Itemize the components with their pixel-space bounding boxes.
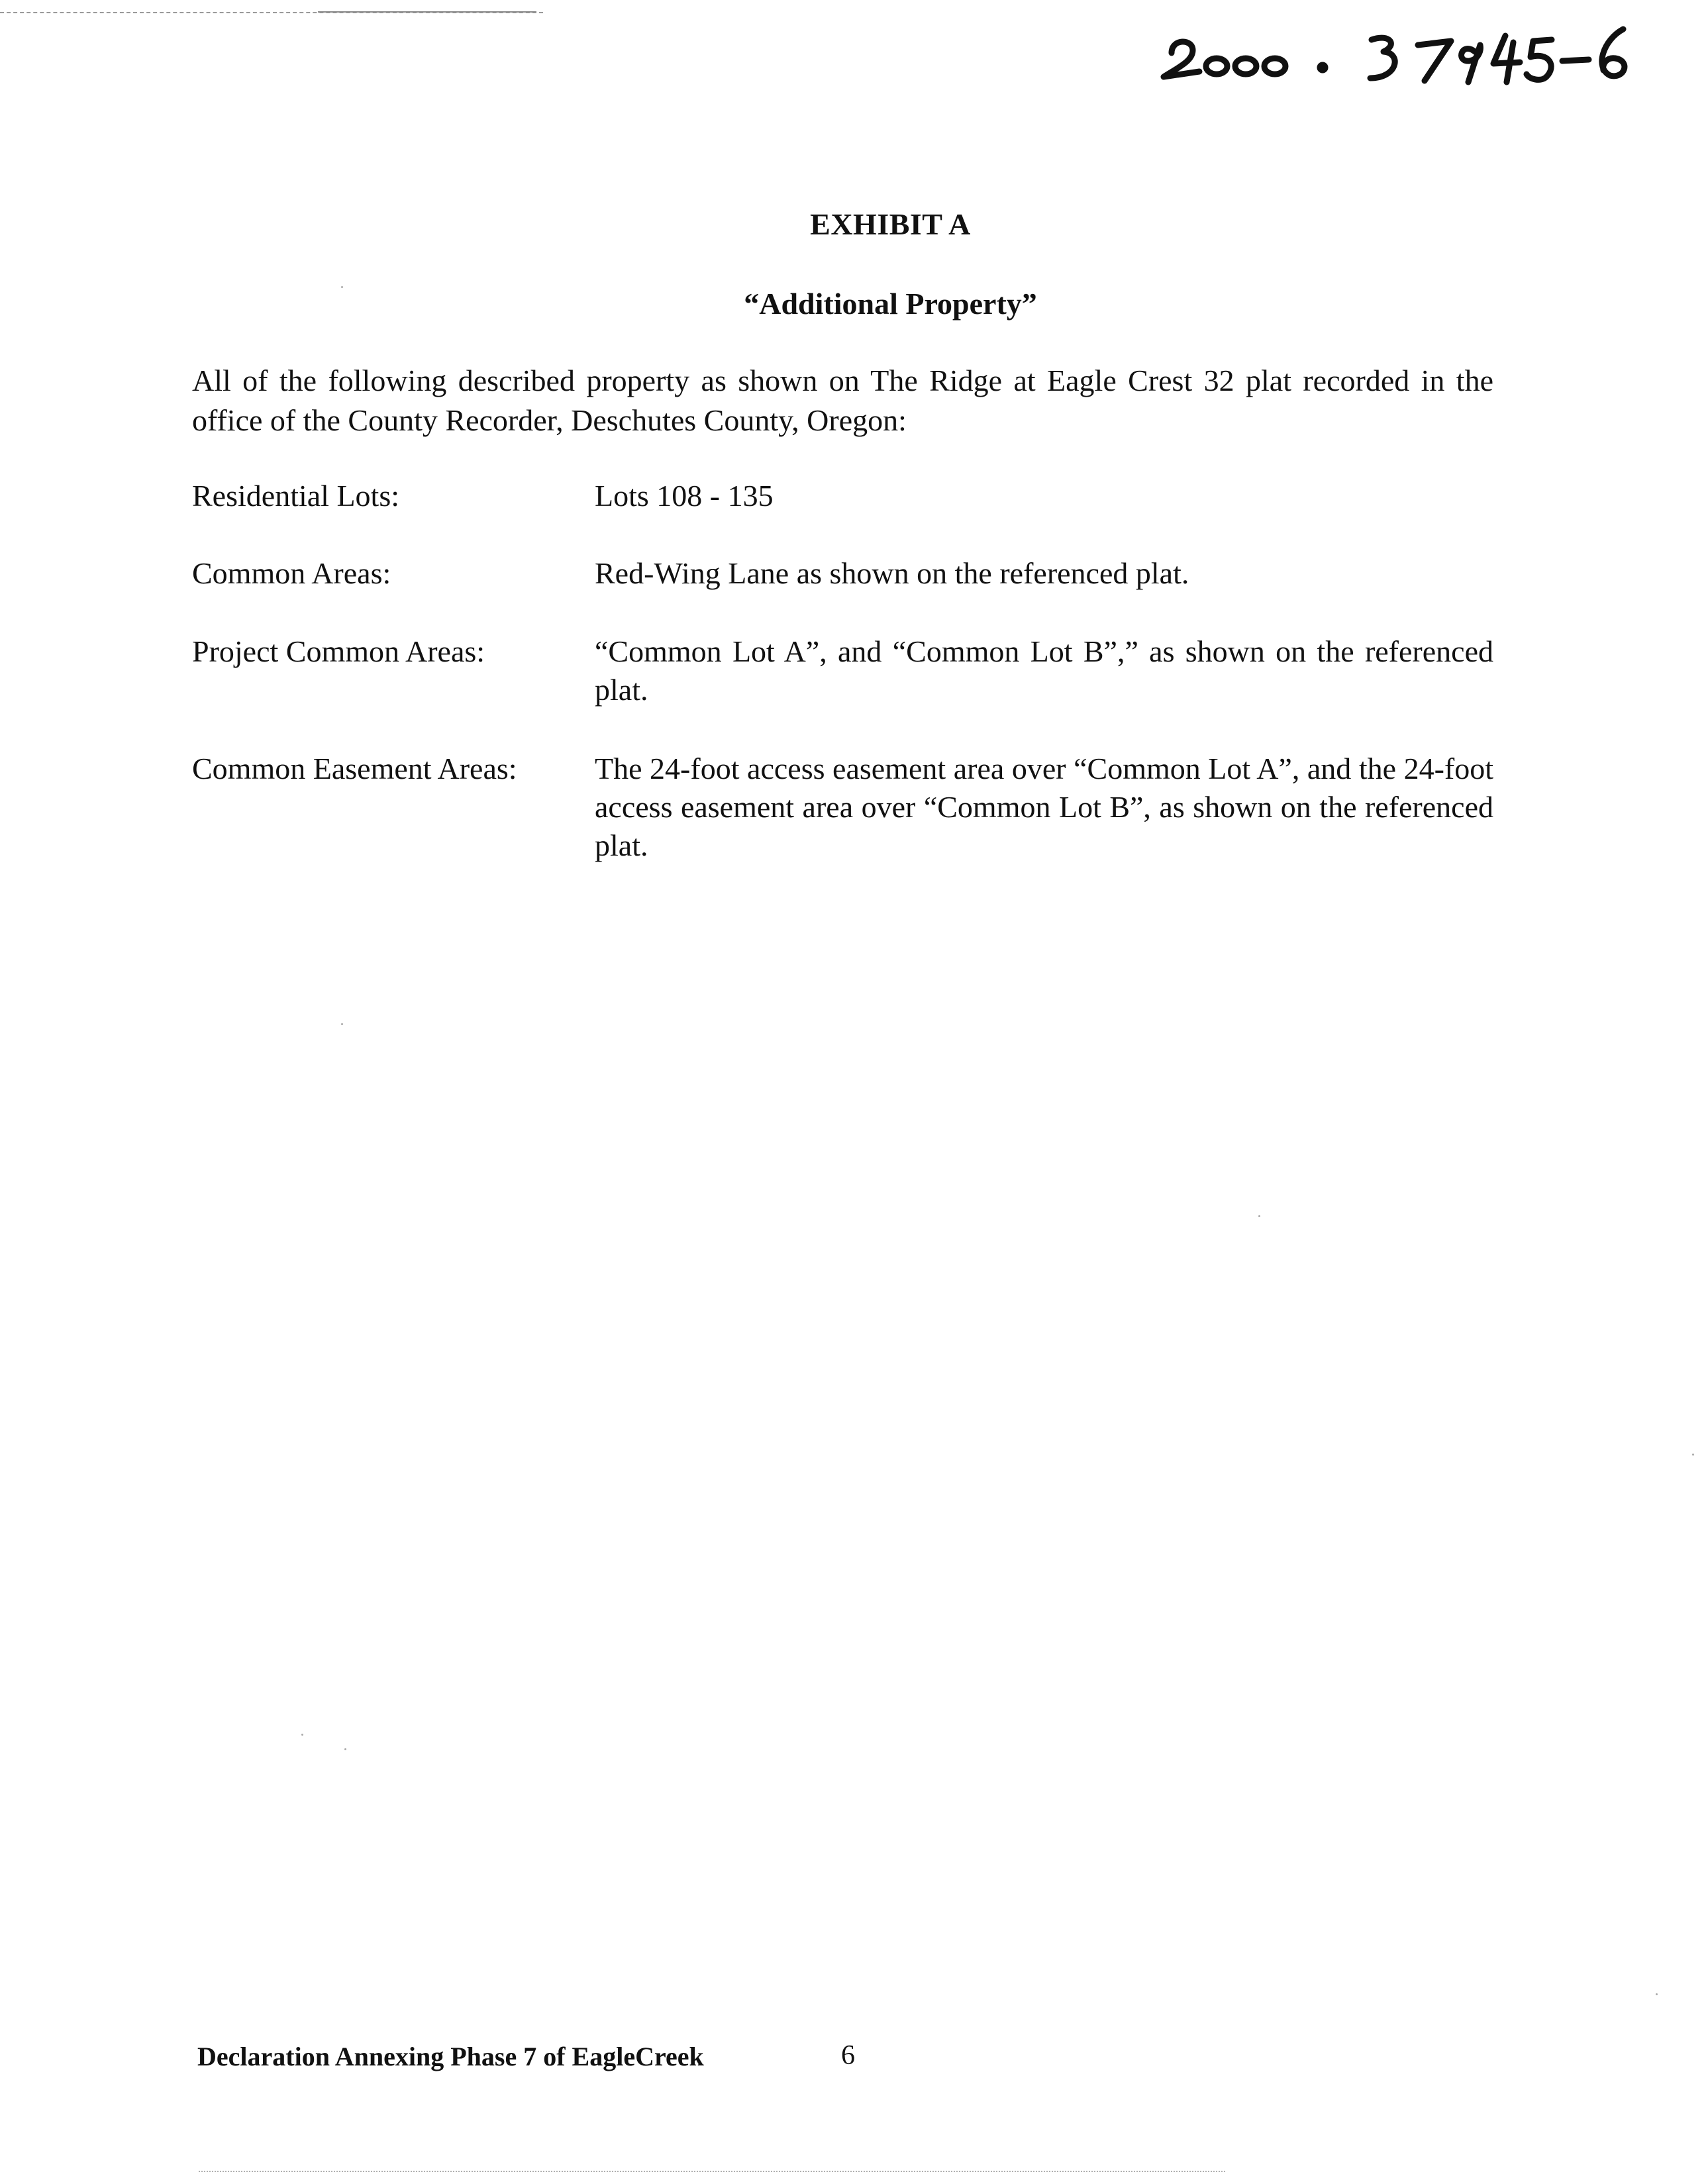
scan-speck: [1692, 1454, 1694, 1456]
scan-speck: [1258, 1215, 1260, 1217]
scan-speck: [341, 1023, 343, 1025]
exhibit-subtitle: “Additional Property”: [744, 287, 1037, 321]
property-item-label: Common Areas:: [192, 556, 391, 590]
scan-speck: [1656, 1993, 1658, 1995]
property-item-value: Red-Wing Lane as shown on the referenced plat.: [595, 556, 1189, 590]
property-item-label: Common Easement Areas:: [192, 752, 517, 785]
exhibit-title: EXHIBIT A: [810, 207, 971, 241]
intro-paragraph: All of the following described property as shown on The Ridge at Eagle Crest 32 plat recorded in the office of the County Recorder, Deschutes County, Oregon:: [192, 364, 1493, 437]
handwritten-recording-number: [1152, 13, 1668, 86]
scan-artifact-bottom: [199, 2171, 1225, 2172]
footer-page-number: 6: [841, 2040, 855, 2071]
property-item-label: Project Common Areas:: [192, 634, 485, 668]
property-item-value: “Common Lot A”, and “Common Lot B”,” as shown on the referenced plat.: [595, 634, 1493, 707]
scan-speck: [344, 1748, 346, 1750]
property-item-label: Residential Lots:: [192, 479, 400, 513]
scan-speck: [301, 1734, 303, 1736]
property-item-value: The 24-foot access easement area over “Common Lot A”, and the 24-foot access easement area over “Common Lot B”, as shown on the referenced plat.: [595, 752, 1493, 862]
footer-document-title: Declaration Annexing Phase 7 of EagleCreek: [197, 2042, 704, 2071]
property-item-value: Lots 108 - 135: [595, 479, 774, 513]
scan-artifact-top-line: [318, 11, 536, 13]
